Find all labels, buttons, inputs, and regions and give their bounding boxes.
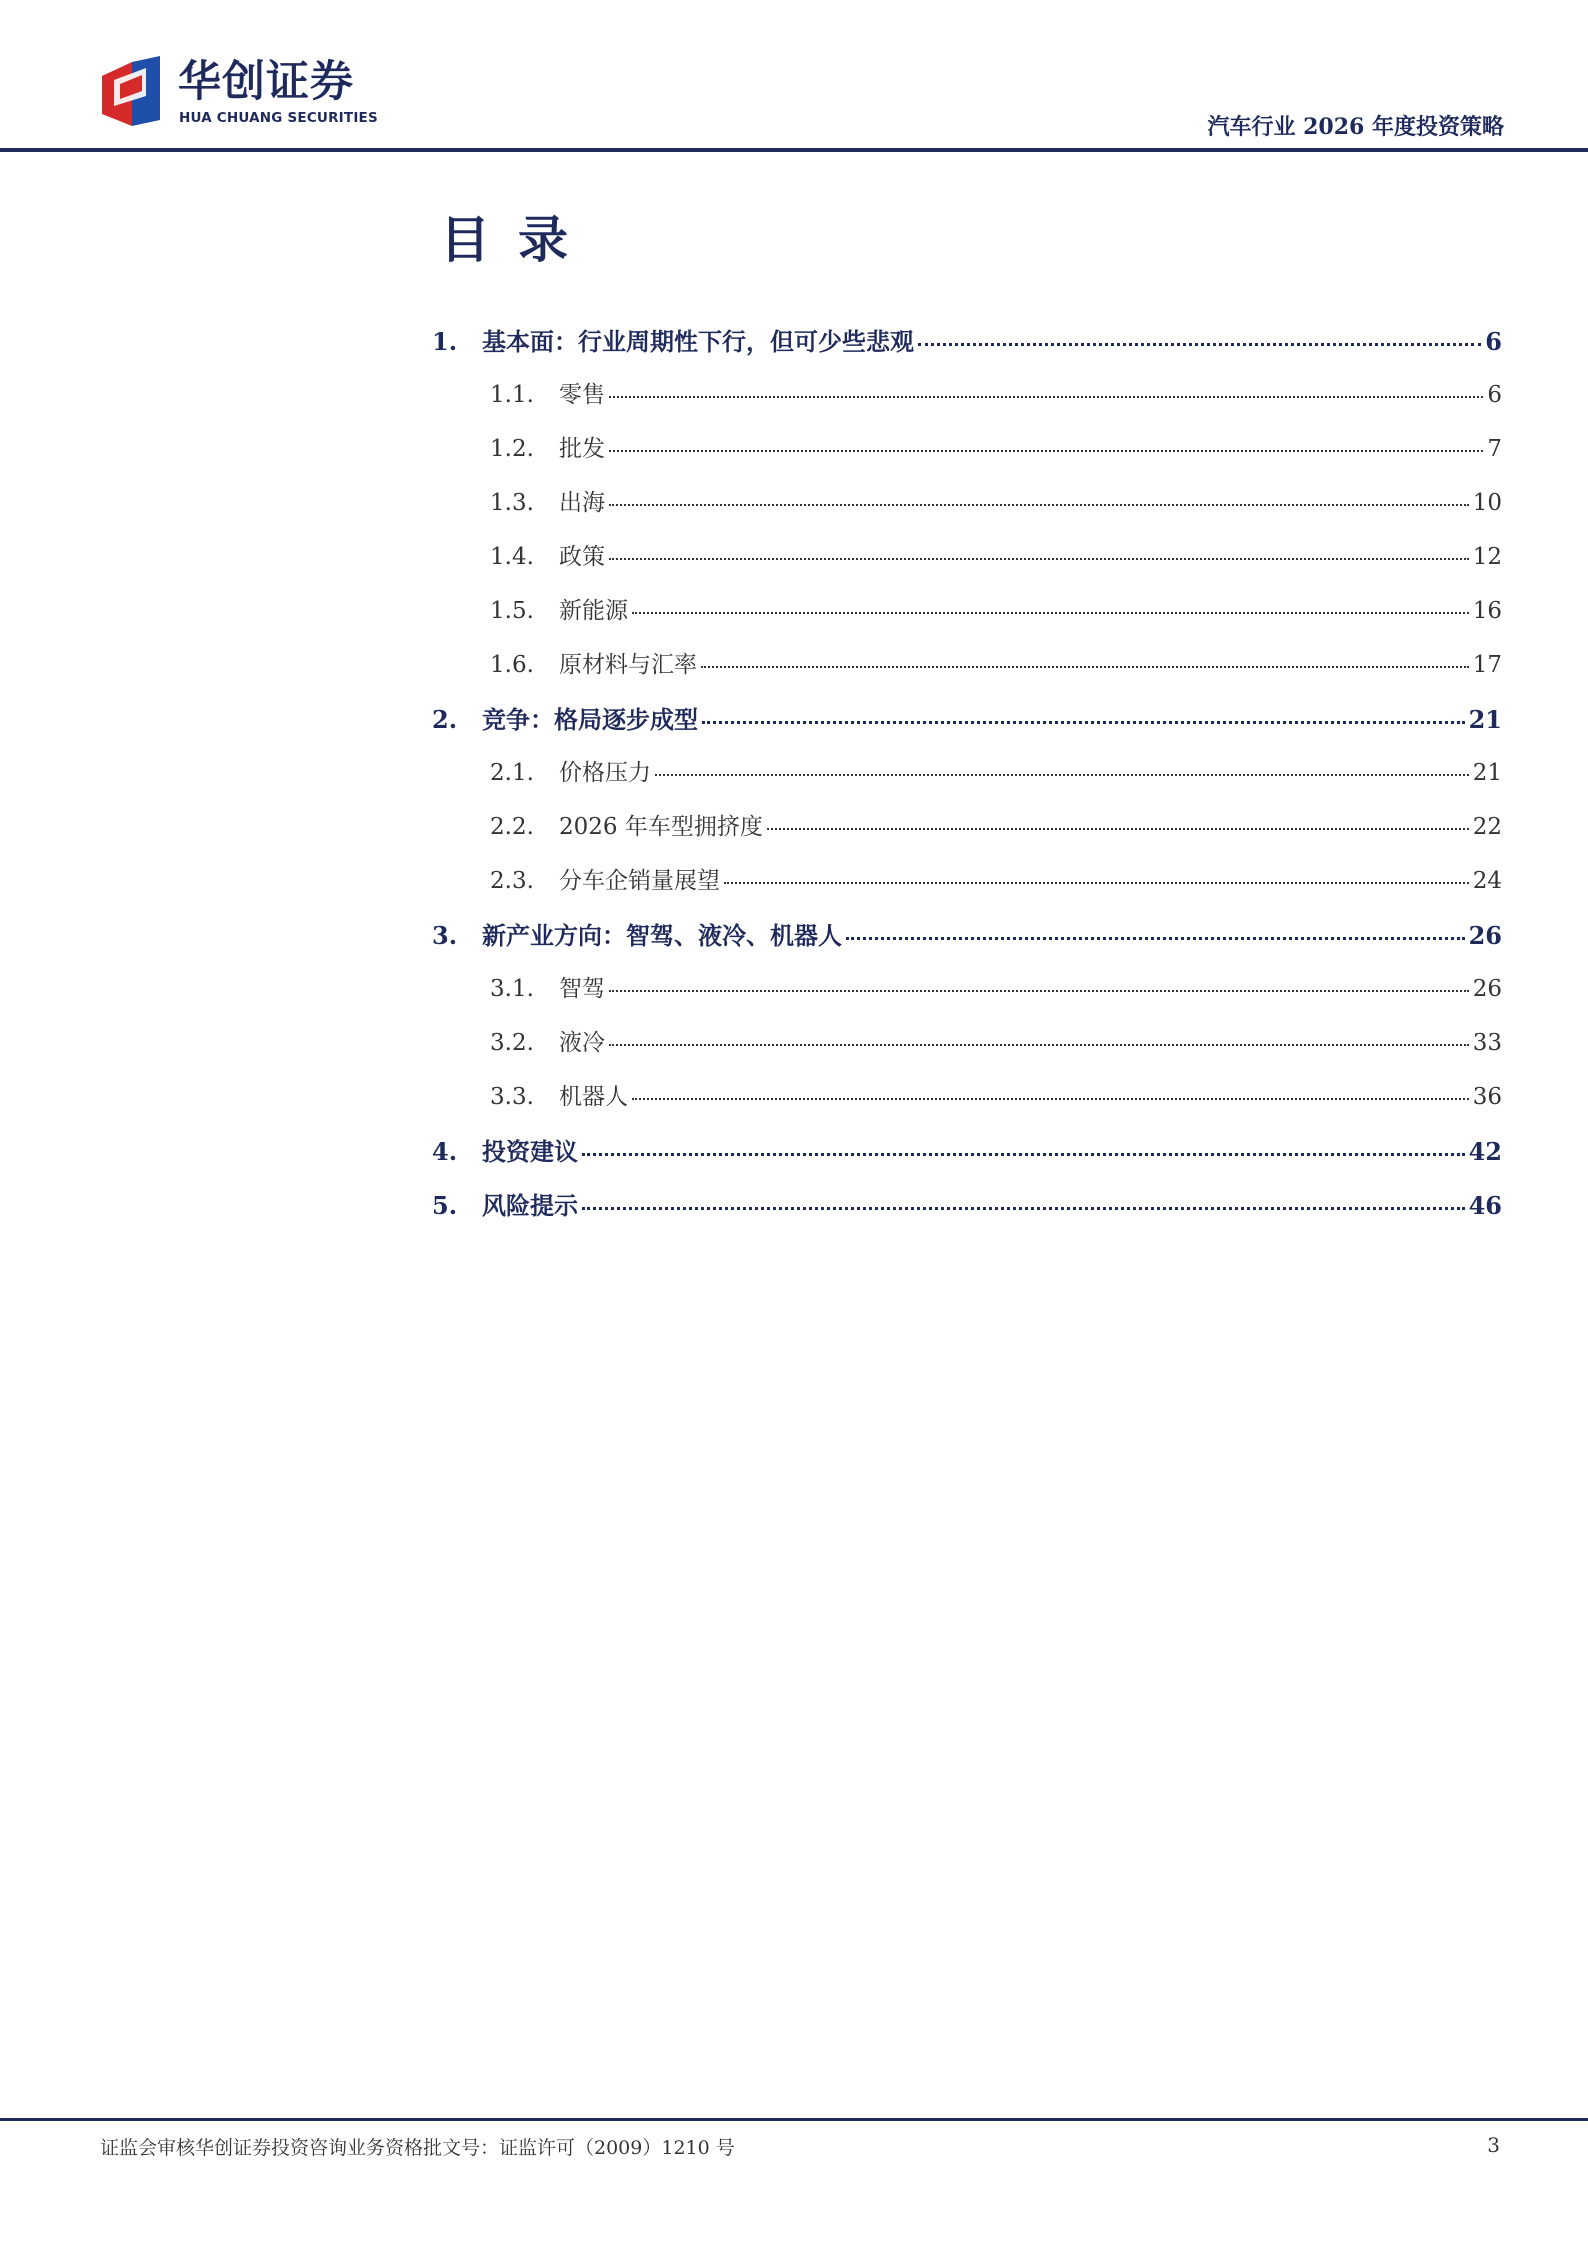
toc-entry-number: 5.: [432, 1191, 458, 1220]
toc-entry-subsection[interactable]: [432, 1078, 1502, 1132]
toc-entry-subsection[interactable]: [432, 430, 1502, 484]
toc-entry-number: 3.2.: [490, 1030, 534, 1056]
toc-entry-title: 智驾: [559, 976, 605, 1002]
toc-dot-leader: [609, 449, 1483, 452]
toc-entry-subsection[interactable]: [432, 376, 1502, 430]
toc-entry-page: 7: [1487, 436, 1502, 462]
toc-entry-subsection[interactable]: [432, 754, 1502, 808]
toc-entry-number: 3.1.: [490, 976, 534, 1002]
toc-entry-subsection[interactable]: [432, 808, 1502, 862]
toc-dot-leader: [609, 395, 1483, 398]
toc-entry-page: 33: [1472, 1030, 1502, 1056]
logo-mark-icon: [102, 56, 176, 132]
toc-entry-title: 竞争：格局逐步成型: [482, 705, 698, 734]
toc-entry-page: 16: [1472, 598, 1502, 624]
toc-entry-title: 分车企销量展望: [559, 868, 720, 894]
toc-entry-page: 24: [1472, 868, 1502, 894]
table-of-contents: [432, 322, 1502, 1240]
toc-entry-page: 26: [1468, 921, 1502, 950]
toc-entry-title: 新产业方向：智驾、液冷、机器人: [482, 921, 842, 950]
header-divider: [0, 148, 1588, 152]
toc-entry-title: 基本面：行业周期性下行，但可少些悲观: [482, 327, 914, 356]
toc-entry-subsection[interactable]: [432, 484, 1502, 538]
toc-entry-title: 机器人: [559, 1084, 628, 1110]
logo-english-name: HUA CHUANG SECURITIES: [179, 110, 378, 126]
toc-entry-page: 22: [1472, 814, 1502, 840]
toc-entry-page: 10: [1472, 490, 1502, 516]
toc-entry-page: 42: [1468, 1137, 1502, 1166]
toc-entry-page: 21: [1468, 705, 1502, 734]
toc-dot-leader: [609, 503, 1469, 506]
toc-entry-number: 1.1.: [490, 382, 534, 408]
toc-entry-page: 46: [1468, 1191, 1502, 1220]
toc-entry-number: 2.2.: [490, 814, 534, 840]
toc-entry-number: 1.4.: [490, 544, 534, 570]
toc-entry-title: 政策: [559, 544, 605, 570]
toc-dot-leader: [609, 989, 1469, 992]
toc-entry-title: 2026 年车型拥挤度: [559, 814, 763, 840]
toc-entry-subsection[interactable]: [432, 592, 1502, 646]
toc-dot-leader: [724, 881, 1469, 884]
toc-entry-section[interactable]: [432, 700, 1502, 754]
toc-entry-title: 零售: [559, 382, 605, 408]
toc-dot-leader: [582, 1206, 1465, 1210]
toc-entry-subsection[interactable]: [432, 538, 1502, 592]
toc-entry-title: 原材料与汇率: [559, 652, 697, 678]
toc-dot-leader: [918, 342, 1481, 346]
toc-entry-number: 2.3.: [490, 868, 534, 894]
toc-dot-leader: [655, 773, 1469, 776]
toc-entry-title: 新能源: [559, 598, 628, 624]
toc-entry-number: 1.: [432, 327, 458, 356]
toc-entry-number: 1.5.: [490, 598, 534, 624]
toc-heading: 目录: [440, 210, 596, 269]
footer-divider: [0, 2118, 1588, 2121]
toc-entry-page: 6: [1485, 327, 1502, 356]
toc-entry-number: 3.: [432, 921, 458, 950]
toc-dot-leader: [609, 1043, 1469, 1046]
toc-dot-leader: [701, 665, 1469, 668]
toc-entry-number: 3.3.: [490, 1084, 534, 1110]
toc-entry-title: 价格压力: [559, 760, 651, 786]
toc-entry-title: 出海: [559, 490, 605, 516]
report-title: 汽车行业 2026 年度投资策略: [1207, 114, 1504, 140]
toc-dot-leader: [632, 611, 1469, 614]
company-logo: [102, 54, 402, 134]
toc-entry-subsection[interactable]: [432, 1024, 1502, 1078]
toc-entry-subsection[interactable]: [432, 970, 1502, 1024]
logo-chinese-name: 华创证券: [178, 57, 354, 107]
toc-entry-title: 投资建议: [482, 1137, 578, 1166]
toc-dot-leader: [767, 827, 1469, 830]
toc-dot-leader: [582, 1152, 1465, 1156]
toc-entry-number: 1.6.: [490, 652, 534, 678]
toc-entry-page: 36: [1472, 1084, 1502, 1110]
toc-dot-leader: [609, 557, 1469, 560]
toc-entry-subsection[interactable]: [432, 646, 1502, 700]
toc-entry-page: 6: [1487, 382, 1502, 408]
toc-entry-section[interactable]: [432, 1186, 1502, 1240]
toc-entry-number: 2.: [432, 705, 458, 734]
toc-dot-leader: [632, 1097, 1469, 1100]
toc-entry-number: 1.2.: [490, 436, 534, 462]
toc-entry-title: 批发: [559, 436, 605, 462]
footer-license-text: 证监会审核华创证券投资咨询业务资格批文号：证监许可（2009）1210 号: [100, 2137, 735, 2159]
toc-entry-section[interactable]: [432, 322, 1502, 376]
toc-entry-number: 2.1.: [490, 760, 534, 786]
toc-entry-title: 液冷: [559, 1030, 605, 1056]
toc-entry-page: 21: [1472, 760, 1502, 786]
page-number: 3: [1487, 2133, 1500, 2157]
toc-entry-title: 风险提示: [482, 1191, 578, 1220]
toc-entry-section[interactable]: [432, 916, 1502, 970]
toc-dot-leader: [846, 936, 1465, 940]
toc-entry-page: 26: [1472, 976, 1502, 1002]
toc-entry-number: 4.: [432, 1137, 458, 1166]
toc-entry-section[interactable]: [432, 1132, 1502, 1186]
toc-entry-page: 12: [1472, 544, 1502, 570]
toc-entry-number: 1.3.: [490, 490, 534, 516]
toc-entry-page: 17: [1472, 652, 1502, 678]
toc-dot-leader: [702, 720, 1465, 724]
toc-entry-subsection[interactable]: [432, 862, 1502, 916]
